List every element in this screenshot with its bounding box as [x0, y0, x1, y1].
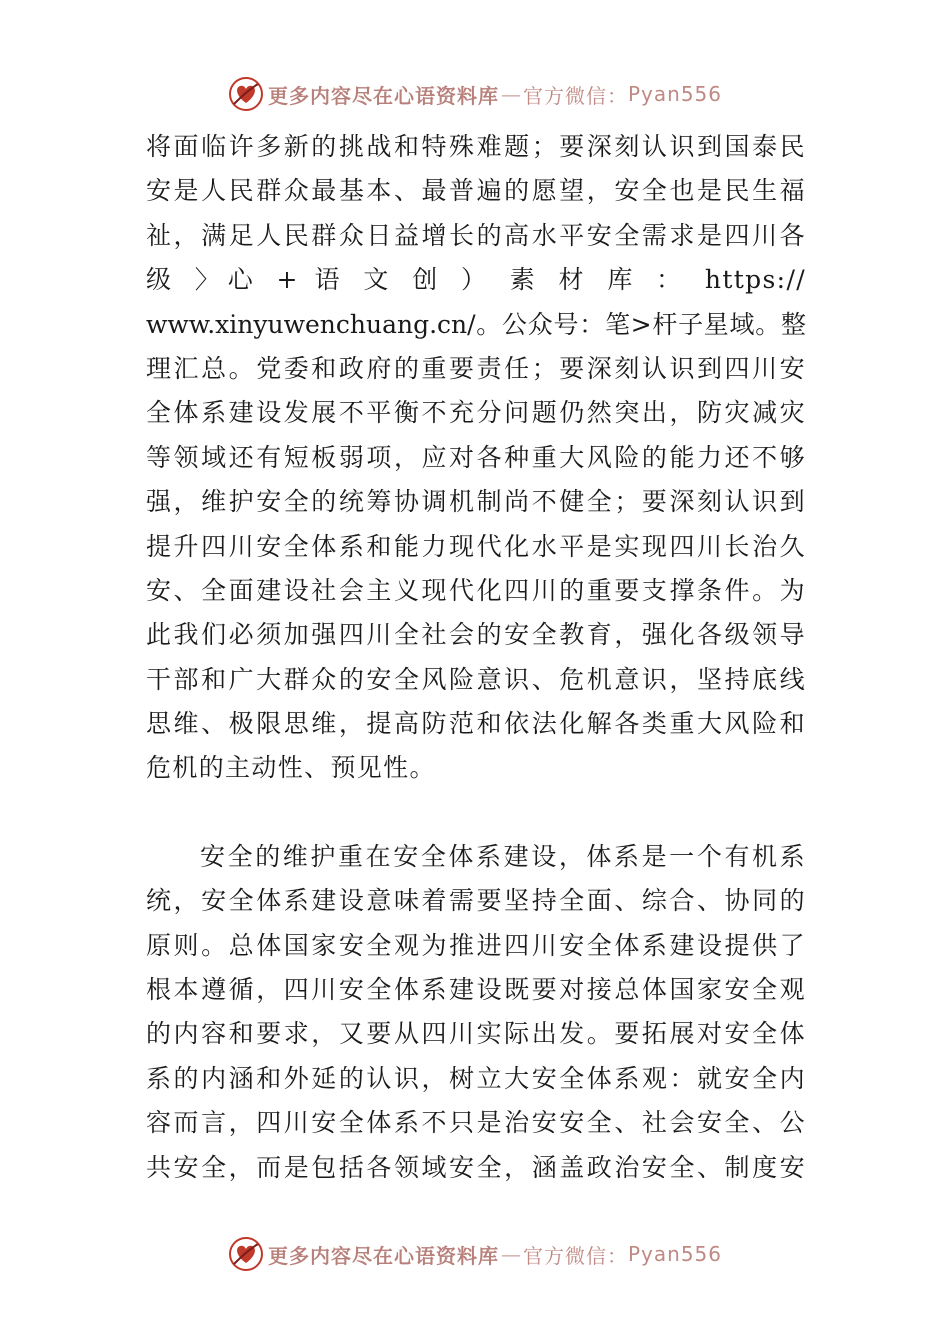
watermark-contact-id: Pyan556: [627, 1242, 722, 1266]
paragraph-gap: [146, 791, 806, 835]
text-line: 将面临许多新的挑战和特殊难题；要深刻认识到国泰民: [146, 132, 806, 161]
text-line: 干部和广大群众的安全风险意识、危机意识，坚持底线: [146, 664, 806, 694]
watermark-slogan: 更多内容尽在心语资料库: [267, 83, 499, 108]
header-watermark: [0, 72, 950, 116]
paragraph-1: [146, 125, 806, 791]
text-line: 原则。总体国家安全观为推进四川安全体系建设提供了: [146, 930, 806, 960]
text-line: 强，维护安全的统筹协调机制尚不健全；要深刻认识到: [146, 487, 806, 517]
document-body: [146, 125, 806, 1190]
heart-logo-icon: [228, 1236, 264, 1272]
text-line: 此我们必须加强四川全社会的安全教育，强化各级领导: [146, 620, 806, 650]
text-line: 级 〉心 + 语 文 创 ） 素 材 库 ： https://: [146, 265, 806, 295]
text-line: 危机的主动性、预见性。: [146, 753, 436, 783]
text-line: 共安全，而是包括各领域安全，涵盖政治安全、制度安: [146, 1152, 806, 1182]
footer-watermark: [0, 1232, 950, 1276]
text-line: www.xinyuwenchuang.cn/。公众号：笔>杆子星域。整: [146, 309, 806, 339]
text-line: 等领域还有短板弱项，应对各种重大风险的能力还不够: [146, 442, 806, 472]
text-line: 安全的维护重在安全体系建设，体系是一个有机系: [200, 841, 806, 871]
text-line: 的内容和要求，又要从四川实际出发。要拓展对安全体: [146, 1019, 806, 1049]
paragraph-2: [146, 835, 806, 1190]
text-line: 统，安全体系建设意味着需要坚持全面、综合、协同的: [146, 886, 806, 916]
text-line: 全体系建设发展不平衡不充分问题仍然突出，防灾减灾: [146, 398, 806, 428]
text-line: 提升四川安全体系和能力现代化水平是实现四川长治久: [146, 531, 806, 561]
watermark-separator: —: [500, 82, 521, 106]
heart-logo-icon: [228, 76, 264, 112]
text-line: 容而言，四川安全体系不只是治安安全、社会安全、公: [146, 1108, 806, 1138]
text-line: 安是人民群众最基本、最普遍的愿望，安全也是民生福: [146, 176, 806, 206]
watermark-slogan: 更多内容尽在心语资料库: [267, 1243, 499, 1268]
watermark-contact-label: 官方微信：: [522, 1243, 628, 1268]
watermark-separator: —: [500, 1242, 521, 1266]
watermark-contact-id: Pyan556: [627, 82, 722, 106]
text-line: 思维、极限思维，提高防范和依法化解各类重大风险和: [146, 709, 806, 739]
text-line: 系的内涵和外延的认识，树立大安全体系观：就安全内: [146, 1063, 806, 1093]
watermark-contact-label: 官方微信：: [522, 83, 628, 108]
text-line: 祉，满足人民群众日益增长的高水平安全需求是四川各: [146, 220, 806, 250]
text-line: 安、全面建设社会主义现代化四川的重要支撑条件。为: [146, 575, 806, 605]
text-line: 根本遵循，四川安全体系建设既要对接总体国家安全观: [146, 975, 806, 1005]
text-line: 理汇总。党委和政府的重要责任；要深刻认识到四川安: [146, 353, 806, 383]
